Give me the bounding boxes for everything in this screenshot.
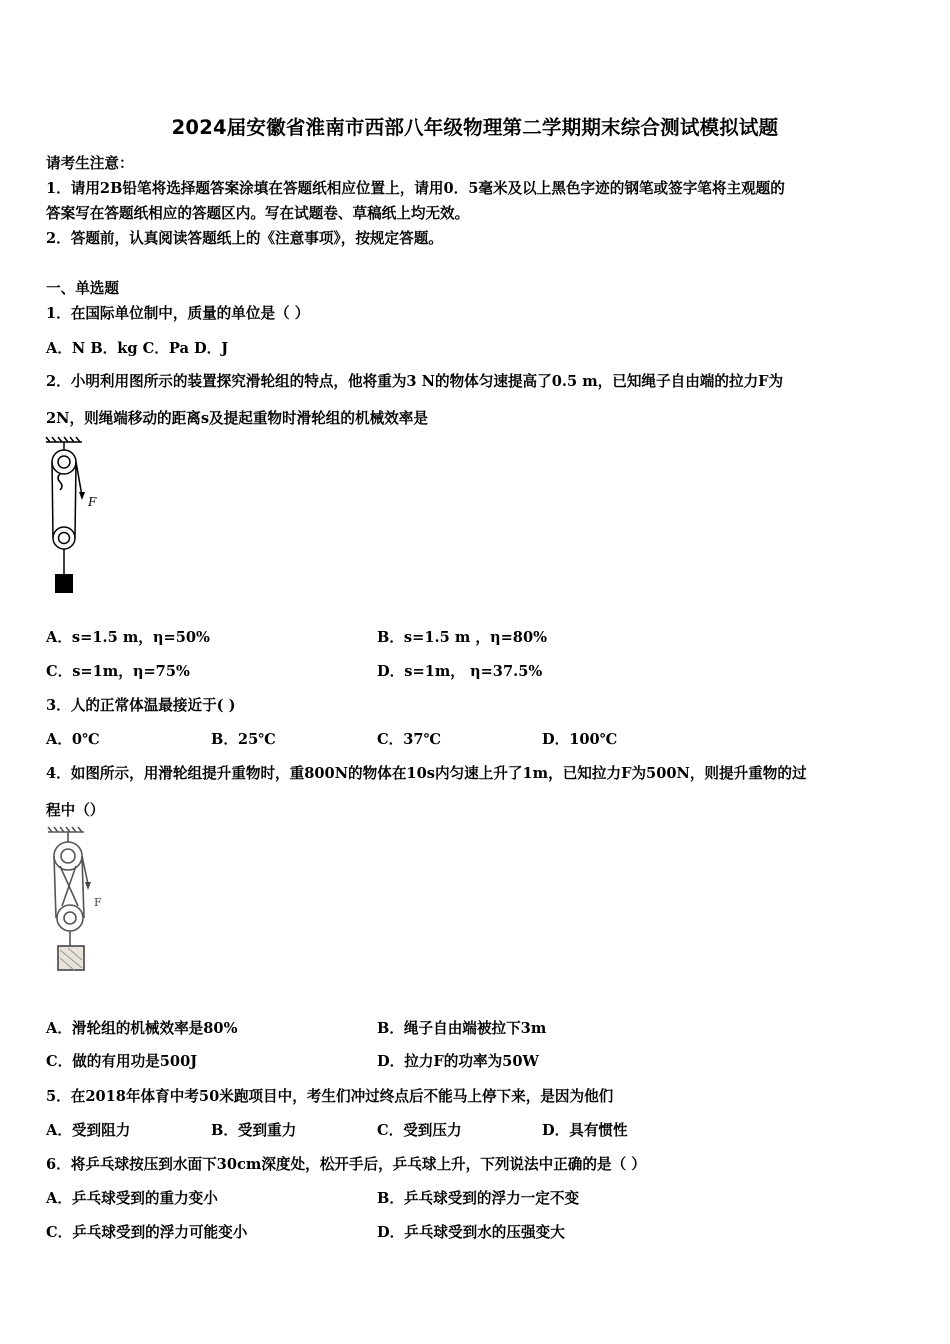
q5-option-d: D．具有惯性 bbox=[542, 1122, 628, 1139]
q6-option-d: D．乒乓球受到水的压强变大 bbox=[377, 1224, 565, 1241]
notice-line-1b: 答案写在答题纸相应的答题区内。写在试题卷、草稿纸上均无效。 bbox=[46, 205, 470, 222]
notice-line-1a: 1．请用2B铅笔将选择题答案涂填在答题纸相应位置上，请用0．5毫米及以上黑色字迹的钢笔或签字笔将主观题的 bbox=[46, 180, 785, 197]
q2-option-c: C．s=1m，η=75% bbox=[46, 663, 190, 680]
q2-figure-label: F bbox=[88, 495, 97, 509]
q6-option-a: A．乒乓球受到的重力变小 bbox=[46, 1190, 218, 1207]
q5-option-a: A．受到阻力 bbox=[46, 1122, 131, 1139]
q4-option-a: A．滑轮组的机械效率是80% bbox=[46, 1020, 238, 1037]
q4-stem-b: 程中（） bbox=[46, 802, 105, 819]
notice-heading: 请考生注意： bbox=[46, 155, 134, 172]
q4-stem-a: 4．如图所示，用滑轮组提升重物时，重800N的物体在10s内匀速上升了1m，已知拉力F为500N，则提升重物的过 bbox=[46, 765, 807, 782]
q3-option-b: B．25℃ bbox=[211, 731, 276, 748]
q2-option-a: A．s=1.5 m，η=50% bbox=[46, 629, 210, 646]
q3-stem: 3．人的正常体温最接近于( ) bbox=[46, 697, 236, 714]
q4-pulley-figure bbox=[44, 826, 124, 978]
q2-stem-b: 2N，则绳端移动的距离s及提起重物时滑轮组的机械效率是 bbox=[46, 410, 428, 427]
q1-options: A．N B．kg C．Pa D．J bbox=[46, 340, 229, 357]
q2-option-b: B．s=1.5 m ，η=80% bbox=[377, 629, 547, 646]
q5-stem: 5．在2018年体育中考50米跑项目中，考生们冲过终点后不能马上停下来，是因为他们 bbox=[46, 1088, 614, 1105]
q3-option-c: C．37℃ bbox=[377, 731, 442, 748]
q4-option-c: C．做的有用功是500J bbox=[46, 1053, 198, 1070]
q2-pulley-figure bbox=[42, 436, 122, 596]
q3-option-a: A．0℃ bbox=[46, 731, 100, 748]
q1-stem: 1．在国际单位制中，质量的单位是（ ） bbox=[46, 305, 310, 322]
q2-stem-a: 2．小明利用图所示的装置探究滑轮组的特点，他将重为3 N的物体匀速提高了0.5 m，已知绳子自由端的拉力F为 bbox=[46, 373, 784, 390]
q5-option-c: C．受到压力 bbox=[377, 1122, 462, 1139]
q6-option-c: C．乒乓球受到的浮力可能变小 bbox=[46, 1224, 248, 1241]
q4-figure-label: F bbox=[94, 896, 102, 909]
page-title: 2024届安徽省淮南市西部八年级物理第二学期期末综合测试模拟试题 bbox=[171, 116, 779, 139]
q3-option-d: D．100℃ bbox=[542, 731, 618, 748]
q4-option-b: B．绳子自由端被拉下3m bbox=[377, 1020, 547, 1037]
notice-line-2: 2．答题前，认真阅读答题纸上的《注意事项》，按规定答题。 bbox=[46, 230, 443, 247]
q6-stem: 6．将乒乓球按压到水面下30cm深度处，松开手后，乒乓球上升，下列说法中正确的是（ ） bbox=[46, 1156, 646, 1173]
q2-option-d: D．s=1m， η=37.5% bbox=[377, 663, 543, 680]
q4-option-d: D．拉力F的功率为50W bbox=[377, 1053, 539, 1070]
q5-option-b: B．受到重力 bbox=[211, 1122, 297, 1139]
q6-option-b: B．乒乓球受到的浮力一定不变 bbox=[377, 1190, 580, 1207]
section-heading: 一、单选题 bbox=[46, 280, 119, 297]
